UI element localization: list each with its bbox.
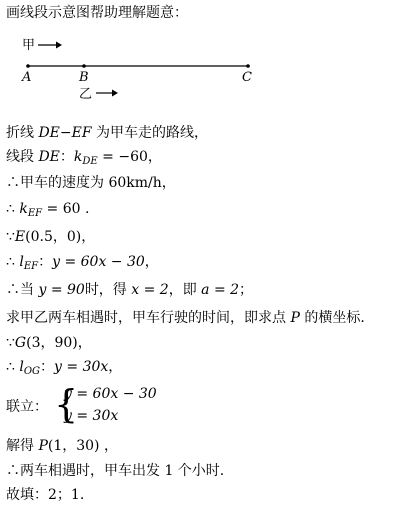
- system-eq-2: y = 30x: [64, 408, 119, 424]
- line-7: ∴当 y = 90时，得 x = 2，即 a = 2；: [6, 282, 254, 298]
- arrow-jia-head: [56, 42, 62, 49]
- label-c: C: [242, 70, 252, 85]
- label-a: A: [22, 70, 32, 85]
- line-2: 线段 DE：$k_{DE} = -60$，: [6, 149, 162, 167]
- left-brace: {: [54, 382, 79, 426]
- line-14: 故填：2；1.: [6, 487, 85, 503]
- line-4: ∴ $k_{EF} = 60$ .: [6, 201, 90, 219]
- label-yi: 乙: [79, 87, 93, 102]
- line-8: 求甲乙两车相遇时，甲车行驶的时间，即求点 P 的横坐标.: [6, 310, 365, 326]
- intro-text: 画线段示意图帮助理解题意：: [6, 5, 188, 21]
- line-10: ∴ $l_{OG}$：y = 30x，: [6, 359, 123, 377]
- point-c: [246, 64, 250, 68]
- line-3: ∴甲车的速度为 60km/h，: [6, 175, 176, 191]
- line-5: ∵E(0.5，0)，: [6, 229, 96, 245]
- equation-system: [6, 384, 206, 428]
- label-jia: 甲: [22, 38, 36, 53]
- line-1: 折线 DE−EF 为甲车走的路线，: [6, 125, 209, 141]
- point-a: [26, 64, 30, 68]
- system-label: 联立：: [6, 399, 48, 415]
- line-13: ∴两车相遇时，甲车出发 1 个小时.: [6, 463, 225, 479]
- line-12: 解得 P(1，30) ，: [6, 438, 118, 454]
- segment-diagram: [0, 30, 413, 110]
- point-b: [82, 64, 86, 68]
- arrow-yi-head: [112, 90, 118, 97]
- line-6: ∴ $l_{EF}$：y = 60x − 30，: [6, 254, 159, 272]
- label-b: B: [79, 70, 89, 85]
- line-9: ∵G(3，90)，: [6, 335, 92, 351]
- system-eq-1: y = 60x − 30: [64, 386, 157, 402]
